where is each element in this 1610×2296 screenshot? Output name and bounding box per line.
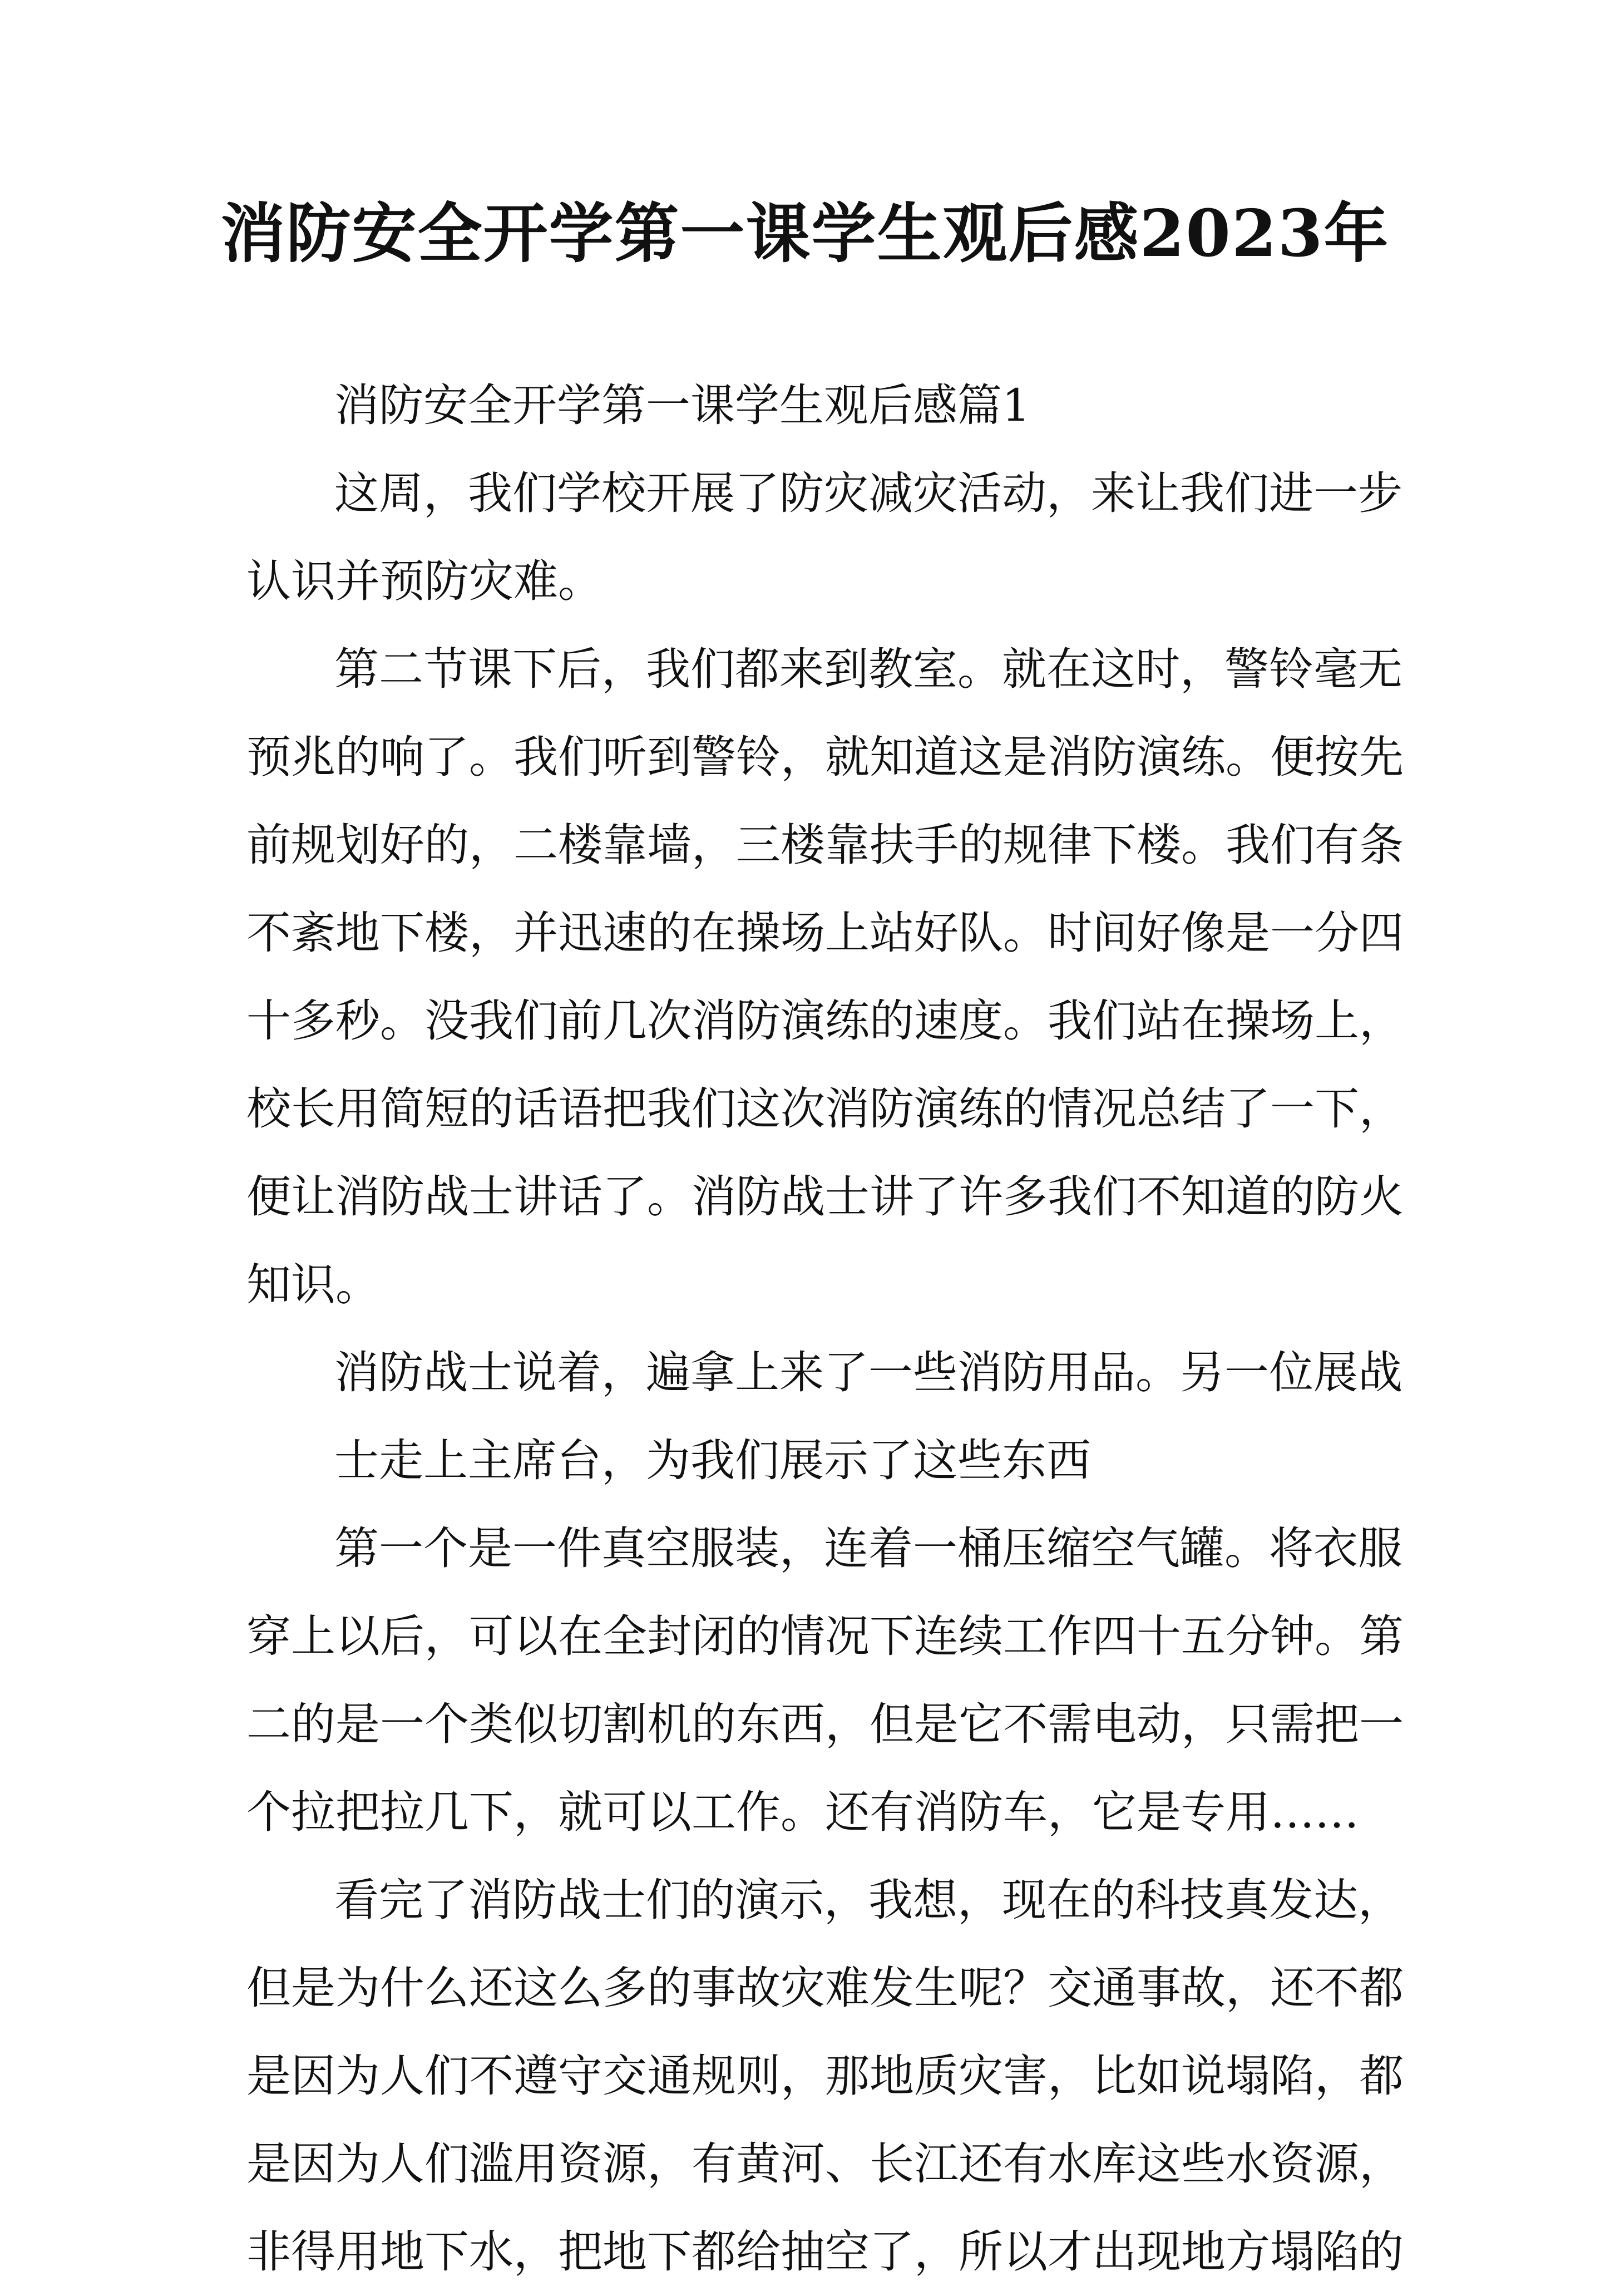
text-line: 这周，我们学校开展了防灾减灾活动，来让我们进一步: [334, 467, 1402, 519]
text-line: 认识并预防灾难。: [246, 555, 602, 607]
text-line: 非得用地下水，把地下都给抽空了，所以才出现地方塌陷的: [246, 2226, 1404, 2278]
document-title: 消防安全开学第一课学生观后感2023年: [220, 196, 1390, 272]
text-line: 是因为人们不遵守交通规则，那地质灾害，比如说塌陷，都: [246, 2050, 1404, 2102]
text-line: 二的是一个类似切割机的东西，但是它不需电动，只需把一: [246, 1698, 1404, 1750]
text-line: 是因为人们滥用资源，有黄河、长江还有水库这些水资源，: [246, 2138, 1404, 2190]
text-line: 便让消防战士讲话了。消防战士讲了许多我们不知道的防火: [246, 1171, 1404, 1223]
text-line: 知识。: [246, 1259, 380, 1310]
text-line: 十多秒。没我们前几次消防演练的速度。我们站在操场上，: [246, 995, 1404, 1047]
text-line: 第二节课下后，我们都来到教室。就在这时，警铃毫无: [334, 643, 1402, 695]
text-line: 但是为什么还这么多的事故灾难发生呢？交通事故，还不都: [246, 1962, 1404, 2014]
text-line: 消防安全开学第一课学生观后感篇1: [334, 380, 1030, 431]
text-line: 前规划好的，二楼靠墙，三楼靠扶手的规律下楼。我们有条: [246, 819, 1404, 871]
text-line: 个拉把拉几下，就可以工作。还有消防车，它是专用……: [246, 1786, 1359, 1838]
text-line: 士走上主席台，为我们展示了这些东西: [334, 1435, 1091, 1486]
text-line: 第一个是一件真空服装，连着一桶压缩空气罐。将衣服: [334, 1523, 1402, 1574]
text-line: 看完了消防战士们的演示，我想，现在的科技真发达，: [334, 1874, 1402, 1926]
text-line: 消防战士说着，遍拿上来了一些消防用品。另一位展战: [334, 1347, 1402, 1398]
text-line: 穿上以后，可以在全封闭的情况下连续工作四十五分钟。第: [246, 1610, 1404, 1662]
text-line: 不紊地下楼，并迅速的在操场上站好队。时间好像是一分四: [246, 907, 1404, 959]
text-line: 预兆的响了。我们听到警铃，就知道这是消防演练。便按先: [246, 731, 1404, 783]
document-body: [246, 362, 1404, 2296]
text-line: 校长用简短的话语把我们这次消防演练的情况总结了一下，: [246, 1083, 1404, 1135]
